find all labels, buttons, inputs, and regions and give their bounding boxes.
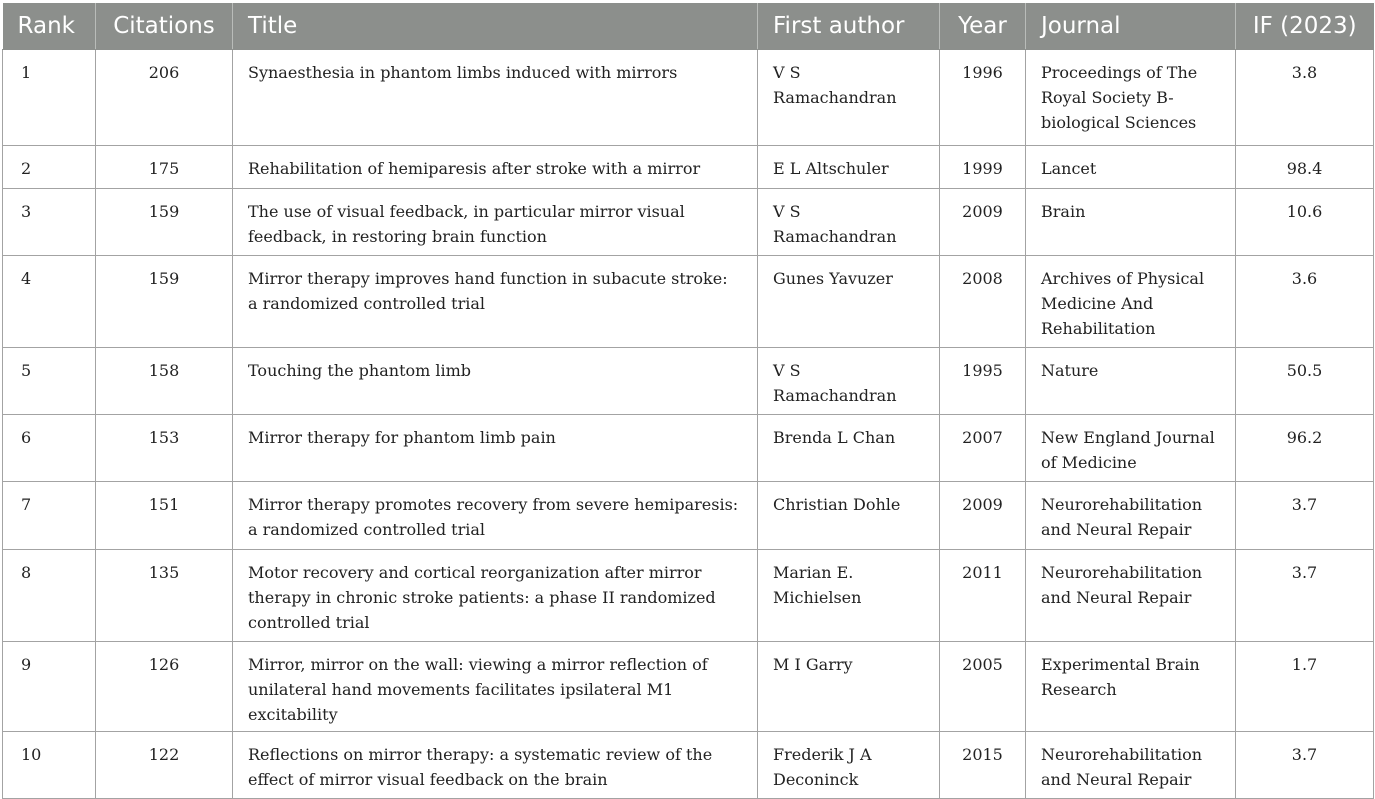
table-row	[3, 550, 1374, 642]
cell-citations: 122	[96, 732, 233, 799]
top-cited-papers-table	[2, 3, 1374, 799]
cell-first-author: E L Altschuler	[758, 146, 940, 189]
cell-citations: 135	[96, 550, 233, 642]
cell-if: 10.6	[1236, 189, 1374, 256]
cell-rank: 5	[3, 348, 96, 415]
cell-rank: 9	[3, 642, 96, 732]
cell-rank: 10	[3, 732, 96, 799]
cell-title: Mirror therapy promotes recovery from severe hemiparesis: a randomized controlled trial	[233, 482, 758, 550]
header-title: Title	[233, 3, 758, 50]
header-year: Year	[940, 3, 1026, 50]
header-first-author: First author	[758, 3, 940, 50]
cell-rank: 6	[3, 415, 96, 482]
cell-journal: Neurorehabilitation and Neural Repair	[1026, 550, 1236, 642]
cell-journal: Nature	[1026, 348, 1236, 415]
cell-citations: 159	[96, 256, 233, 348]
cell-year: 2005	[940, 642, 1026, 732]
cell-title: Mirror therapy for phantom limb pain	[233, 415, 758, 482]
header-journal: Journal	[1026, 3, 1236, 50]
cell-title: Mirror therapy improves hand function in subacute stroke: a randomized controlled trial	[233, 256, 758, 348]
cell-citations: 153	[96, 415, 233, 482]
cell-year: 2009	[940, 482, 1026, 550]
table-row	[3, 348, 1374, 415]
cell-first-author: V S Ramachandran	[758, 189, 940, 256]
cell-first-author: Christian Dohle	[758, 482, 940, 550]
cell-journal: Neurorehabilitation and Neural Repair	[1026, 732, 1236, 799]
cell-year: 1996	[940, 50, 1026, 146]
cell-citations: 126	[96, 642, 233, 732]
cell-year: 2009	[940, 189, 1026, 256]
cell-rank: 8	[3, 550, 96, 642]
cell-year: 2008	[940, 256, 1026, 348]
cell-title: Mirror, mirror on the wall: viewing a mirror reflection of unilateral hand movements facilitates ipsilateral M1 excitability	[233, 642, 758, 732]
cell-year: 1999	[940, 146, 1026, 189]
cell-if: 3.7	[1236, 550, 1374, 642]
cell-title: Reflections on mirror therapy: a systematic review of the effect of mirror visual feedback on the brain	[233, 732, 758, 799]
cell-citations: 175	[96, 146, 233, 189]
cell-journal: Archives of Physical Medicine And Rehabilitation	[1026, 256, 1236, 348]
cell-rank: 4	[3, 256, 96, 348]
cell-first-author: V S Ramachandran	[758, 50, 940, 146]
cell-citations: 151	[96, 482, 233, 550]
cell-title: Rehabilitation of hemiparesis after stroke with a mirror	[233, 146, 758, 189]
cell-if: 3.6	[1236, 256, 1374, 348]
cell-year: 2015	[940, 732, 1026, 799]
cell-journal: Lancet	[1026, 146, 1236, 189]
cell-journal: Proceedings of The Royal Society B-biological Sciences	[1026, 50, 1236, 146]
table-row	[3, 642, 1374, 732]
cell-year: 2011	[940, 550, 1026, 642]
cell-title: Touching the phantom limb	[233, 348, 758, 415]
cell-rank: 2	[3, 146, 96, 189]
cell-rank: 1	[3, 50, 96, 146]
cell-if: 3.7	[1236, 482, 1374, 550]
cell-first-author: Marian E. Michielsen	[758, 550, 940, 642]
cell-year: 2007	[940, 415, 1026, 482]
cell-if: 96.2	[1236, 415, 1374, 482]
table-row	[3, 482, 1374, 550]
header-row	[3, 3, 1374, 50]
cell-year: 1995	[940, 348, 1026, 415]
cell-journal: Experimental Brain Research	[1026, 642, 1236, 732]
header-rank: Rank	[3, 3, 96, 50]
header-citations: Citations	[96, 3, 233, 50]
table-row	[3, 732, 1374, 799]
table-row	[3, 415, 1374, 482]
cell-rank: 7	[3, 482, 96, 550]
table-row	[3, 256, 1374, 348]
header-if: IF (2023)	[1236, 3, 1374, 50]
cell-rank: 3	[3, 189, 96, 256]
cell-if: 98.4	[1236, 146, 1374, 189]
cell-journal: New England Journal of Medicine	[1026, 415, 1236, 482]
cell-journal: Neurorehabilitation and Neural Repair	[1026, 482, 1236, 550]
cell-first-author: V S Ramachandran	[758, 348, 940, 415]
cell-first-author: Frederik J A Deconinck	[758, 732, 940, 799]
cell-title: The use of visual feedback, in particular mirror visual feedback, in restoring brain function	[233, 189, 758, 256]
cell-first-author: Brenda L Chan	[758, 415, 940, 482]
cell-if: 1.7	[1236, 642, 1374, 732]
cell-first-author: Gunes Yavuzer	[758, 256, 940, 348]
table-row	[3, 146, 1374, 189]
cell-title: Motor recovery and cortical reorganization after mirror therapy in chronic stroke patients: a phase II randomized controlled trial	[233, 550, 758, 642]
cell-citations: 158	[96, 348, 233, 415]
cell-title: Synaesthesia in phantom limbs induced with mirrors	[233, 50, 758, 146]
table-row	[3, 50, 1374, 146]
table-row	[3, 189, 1374, 256]
cell-if: 50.5	[1236, 348, 1374, 415]
cell-if: 3.7	[1236, 732, 1374, 799]
cell-citations: 206	[96, 50, 233, 146]
cell-journal: Brain	[1026, 189, 1236, 256]
cell-if: 3.8	[1236, 50, 1374, 146]
cell-citations: 159	[96, 189, 233, 256]
cell-first-author: M I Garry	[758, 642, 940, 732]
